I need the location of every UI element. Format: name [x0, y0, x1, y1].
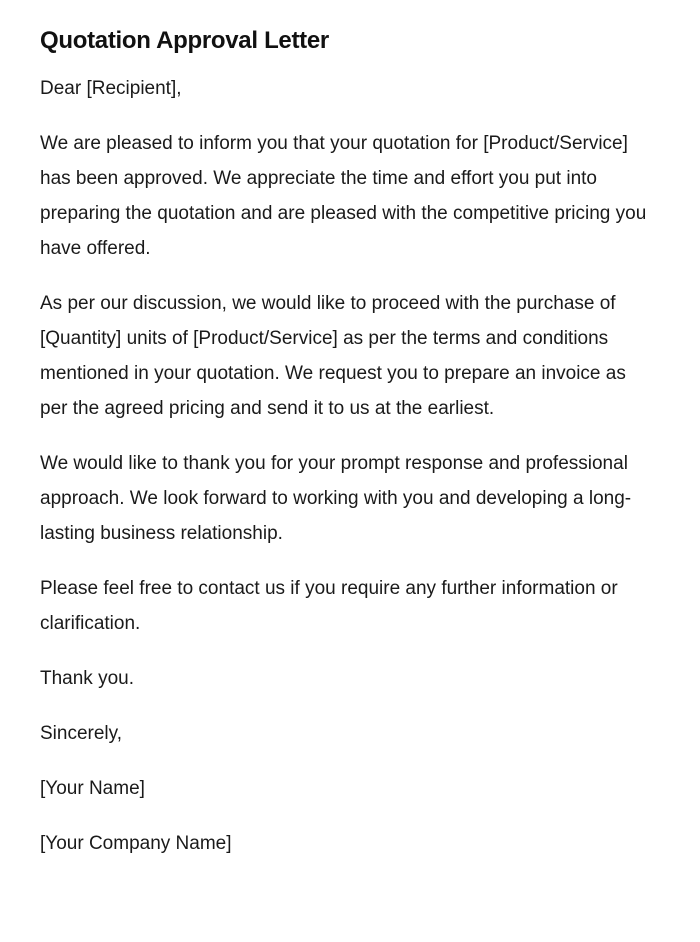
paragraph-approval: We are pleased to inform you that your quotation for [Product/Service] has been approved. We appreciate the time and effort you put into preparing the quotation and are pleased with the competitive pricing you have offered.	[40, 133, 647, 259]
document-title: Quotation Approval Letter	[40, 27, 329, 54]
thank-you-line: Thank you.	[40, 668, 134, 689]
signature-name: [Your Name]	[40, 778, 145, 799]
salutation: Dear [Recipient],	[40, 78, 182, 99]
signature-company: [Your Company Name]	[40, 833, 232, 854]
closing-line: Sincerely,	[40, 723, 123, 744]
letter-document	[40, 24, 650, 881]
paragraph-thanks: We would like to thank you for your prompt response and professional approach. We look forward to working with you and developing a long-lasting business relationship.	[40, 453, 632, 544]
paragraph-purchase: As per our discussion, we would like to proceed with the purchase of [Quantity] units of [Product/Service] as per the terms and conditions mentioned in your quotation. We request you to prepare an invoice as per the agreed pricing and send it to us at the earliest.	[40, 293, 626, 419]
paragraph-contact: Please feel free to contact us if you require any further information or clarification.	[40, 578, 618, 634]
